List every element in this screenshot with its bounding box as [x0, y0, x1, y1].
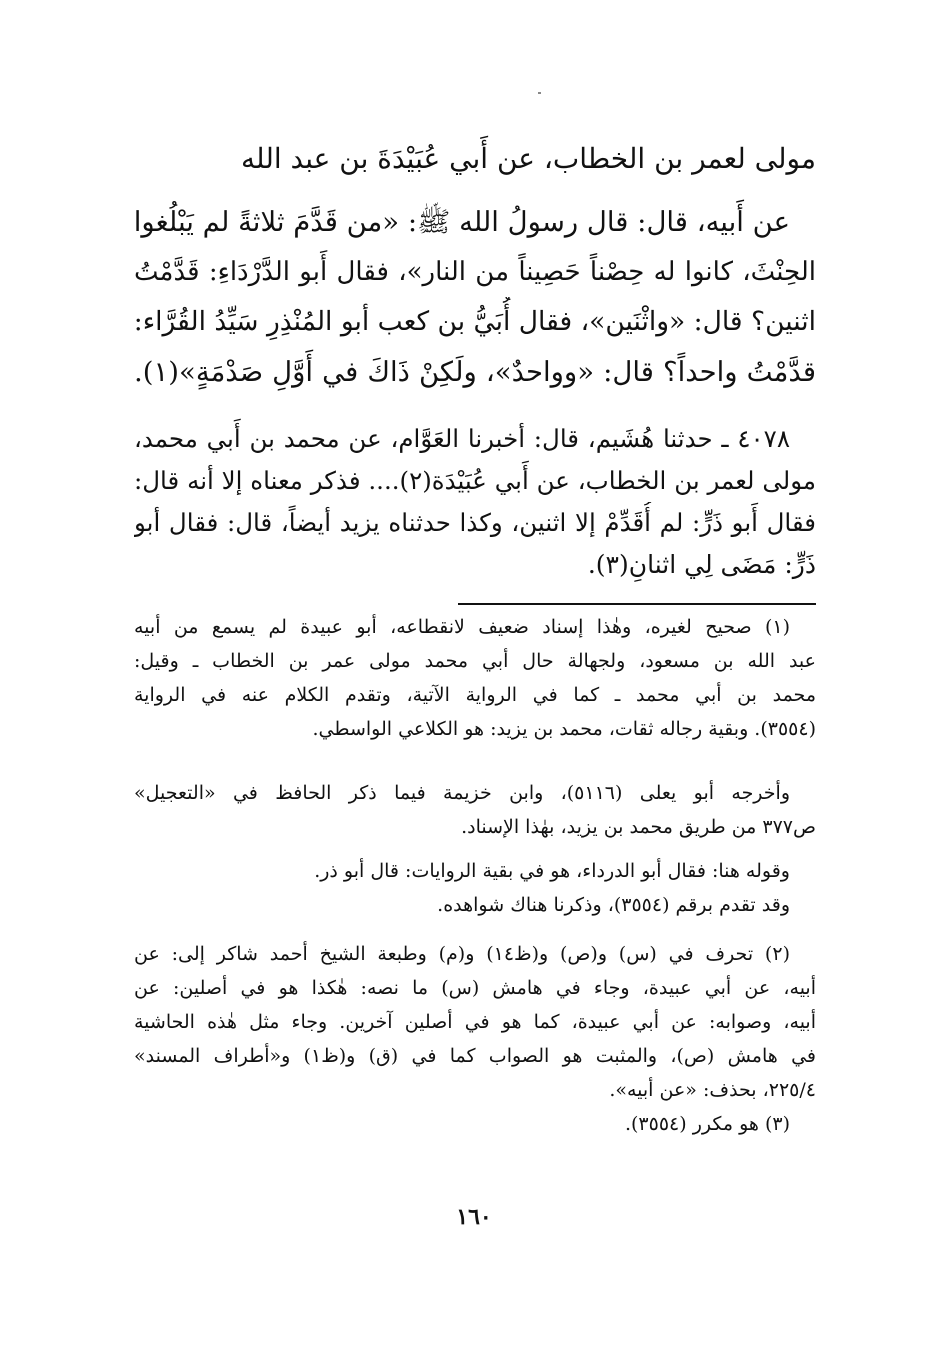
text-line: فقال أَبو ذَرٍّ: لم أُقَدِّمْ إلا اثنين، وكذا حدثناه يزيد أيضاً، قال: فقال أبو	[134, 508, 816, 537]
footnote-1	[134, 610, 816, 746]
footnote-line: أبيه، عن أبي عبيدة، وجاء في هامش (س) ما نصه: هٰكذا هو في أصلين: عن	[134, 977, 816, 999]
footnote-1-takhrij	[134, 776, 816, 844]
page-number: ١٦٠	[456, 1204, 492, 1230]
footnote-line: وأخرجه أبو يعلى (٥١١٦)، وابن خزيمة فيما ذكر الحافظ في «التعجيل»	[134, 782, 790, 804]
text-line: الحِنْثَ، كانوا له حِصْناً حَصِيناً من النار»، فقال أَبو الدَّرْدَاءِ: قَدَّمْتُ	[134, 257, 816, 287]
text-line: ٤٠٧٨ ـ حدثنا هُشَيم، قال: أخبرنا العَوَّام، عن محمد بن أَبي محمد،	[134, 424, 790, 453]
footnote-line: عبد الله بن مسعود، ولجهالة حال أبي محمد مولى عمر بن الخطاب ـ وقيل:	[134, 650, 816, 672]
footnote-line: وقوله هنا: فقال أبو الدرداء، هو في بقية الروايات: قال أبو ذر.	[314, 860, 790, 882]
footnote-line: ٢٢٥/٤، بحذف: «عن أبيه».	[609, 1079, 816, 1101]
footnote-2	[134, 937, 816, 1141]
text-line: ذَرٍّ: مَضَى لِي اثنانِ(٣).	[587, 550, 816, 579]
footnote-3: (٣) هو مكرر (٣٥٥٤).	[624, 1113, 790, 1135]
footnote-line: محمد بن أبي محمد ـ كما في الرواية الآتية، وتقدم الكلام عنه في الرواية	[134, 684, 816, 706]
text-line: قدَّمْتُ واحداً؟ قال: «وواحدٌ»، ولَكِنْ ذَاكَ في أَوَّلِ صَدْمَةٍ»(١).	[134, 356, 816, 388]
footnote-line: (٢) تحرف في (س) و(ص) و(ظ١٤) و(م) وطبعة الشيخ أحمد شاكر إلى: عن	[134, 943, 790, 965]
text-line: مولى لعمر بن الخطاب، عن أَبي عُبَيْدَة(٢).... فذكر معناه إلا أنه قال:	[134, 466, 816, 495]
footnote-1-remark	[134, 854, 816, 922]
text-line: اثنين؟ قال: «واثْنَين»، فقال أُبَيُّ بن كعب أبو المُنْذِرِ سَيِّدُ القُرَّاء:	[134, 306, 816, 337]
hadith-4078-text	[134, 418, 816, 586]
footnote-line: (١) صحيح لغيره، وهٰذا إسناد ضعيف لانقطاعه، أبو عبيدة لم يسمع من أبيه	[134, 616, 790, 638]
scan-speck	[538, 92, 541, 94]
footnote-line: في هامش (ص)، والمثبت هو الصواب كما في (ق) و(ظ١) و«أطراف المسند»	[134, 1045, 816, 1067]
footnote-line: ص٣٧٧ من طريق محمد بن يزيد، بهٰذا الإسناد.	[461, 816, 816, 838]
continuation-line	[134, 134, 816, 184]
footnote-separator	[458, 603, 816, 605]
footnote-line: (٣٥٥٤). وبقية رجاله ثقات، محمد بن يزيد: هو الكلاعي الواسطي.	[312, 718, 816, 740]
footnote-line: وقد تقدم برقم (٣٥٥٤)، وذكرنا هناك شواهده.	[437, 894, 790, 916]
text-line: مولى لعمر بن الخطاب، عن أَبي عُبَيْدَةَ بن عبد الله	[241, 142, 816, 175]
hadith-4077-text	[134, 197, 816, 397]
footnote-line: أبيه، وصوابه: عن أبي عبيدة، كما هو في أصلين آخرين. وجاء مثل هٰذه الحاشية	[134, 1011, 816, 1033]
text-line: عن أَبيه، قال: قال رسولُ الله ﷺ: «من قَدَّمَ ثلاثةً لم يَبْلُغوا	[134, 206, 790, 238]
